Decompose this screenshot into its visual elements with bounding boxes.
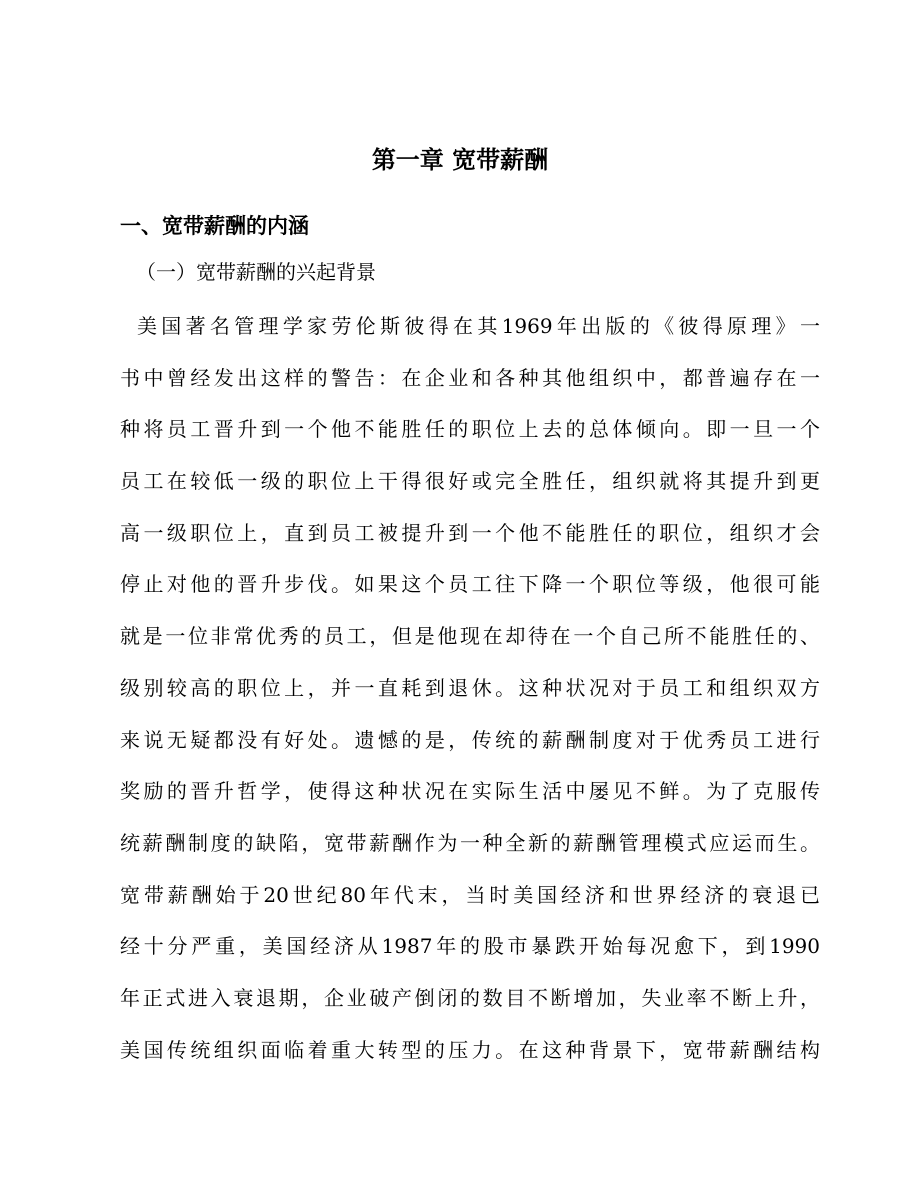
chapter-title: 第一章 宽带薪酬 [371, 145, 549, 174]
paragraph-line: 来说无疑都没有好处。遗憾的是，传统的薪酬制度对于优秀员工进行 [120, 727, 820, 752]
paragraph-line: 宽带薪酬始于20世纪80年代末，当时美国经济和世界经济的衰退已 [120, 882, 820, 907]
paragraph-line: 种将员工晋升到一个他不能胜任的职位上去的总体倾向。即一旦一个 [120, 417, 820, 442]
paragraph-line: 经十分严重，美国经济从1987年的股市暴跌开始每况愈下，到1990 [120, 934, 820, 959]
paragraph-line: 统薪酬制度的缺陷，宽带薪酬作为一种全新的薪酬管理模式应运而生。 [120, 830, 820, 855]
paragraph-line: 年正式进入衰退期，企业破产倒闭的数目不断增加，失业率不断上升， [120, 985, 820, 1010]
paragraph-line: 就是一位非常优秀的员工，但是他现在却待在一个自己所不能胜任的、 [120, 624, 820, 649]
paragraph-line: 美国传统组织面临着重大转型的压力。在这种背景下，宽带薪酬结构 [120, 1037, 820, 1062]
paragraph-line: 奖励的晋升哲学，使得这种状况在实际生活中屡见不鲜。为了克服传 [120, 779, 820, 804]
paragraph-line: 级别较高的职位上，并一直耗到退休。这种状况对于员工和组织双方 [120, 675, 820, 700]
body-paragraph [120, 306, 820, 1081]
paragraph-line: 美国著名管理学家劳伦斯彼得在其1969年出版的《彼得原理》一 [137, 314, 820, 338]
paragraph-line: 停止对他的晋升步伐。如果这个员工往下降一个职位等级，他很可能 [120, 572, 820, 597]
paragraph-line: 员工在较低一级的职位上干得很好或完全胜任，组织就将其提升到更 [120, 469, 820, 494]
subsection-heading: （一）宽带薪酬的兴起背景 [136, 260, 376, 284]
paragraph-line: 高一级职位上，直到员工被提升到一个他不能胜任的职位，组织才会 [120, 520, 820, 545]
paragraph-line: 书中曾经发出这样的警告：在企业和各种其他组织中，都普遍存在一 [120, 365, 820, 390]
section-heading: 一、宽带薪酬的内涵 [120, 213, 309, 238]
